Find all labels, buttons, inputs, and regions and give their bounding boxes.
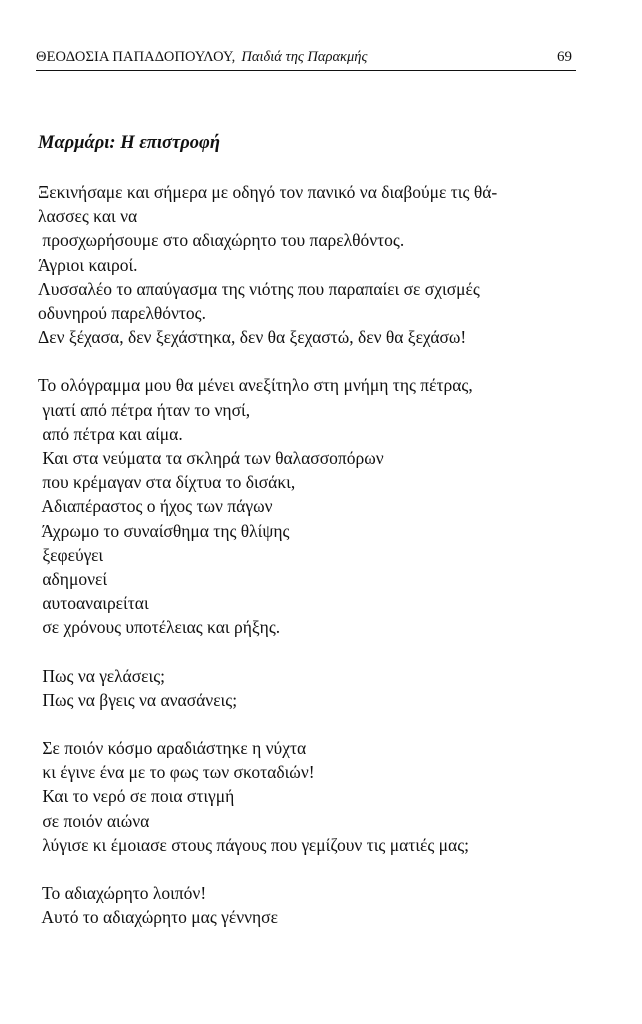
stanza-3 xyxy=(38,664,578,712)
poem-line: οδυνηρού παρελθόντος. xyxy=(38,303,206,324)
poem-line: λύγισε κι έμοιασε στους πάγους που γεμίζουν τις ματιές μας; xyxy=(38,834,469,855)
poem-line: Το αδιαχώρητο λοιπόν! xyxy=(38,883,207,904)
poem-line: που κρέμαγαν στα δίχτυα το δισάκι, xyxy=(38,472,296,493)
poem-line: λασσες και να xyxy=(38,206,138,227)
poem-line: γιατί από πέτρα ήταν το νησί, xyxy=(38,399,251,420)
poem-line: Άγριοι καιροί. xyxy=(38,254,138,275)
header-author: ΘΕΟΔΟΣΙΑ ΠΑΠΑΔΟΠΟΥΛΟΥ, xyxy=(36,49,236,65)
poem-line: Λυσσαλέο το απαύγασμα της νιότης που παραπαίει σε σχισμές xyxy=(38,278,480,299)
stanza-1 xyxy=(38,180,578,349)
page-number: 69 xyxy=(557,49,572,65)
poem-line: ξεφεύγει xyxy=(38,544,104,565)
poem-title: Μαρμάρι: Η επιστροφή xyxy=(38,133,220,153)
poem-line: προσχωρήσουμε στο αδιαχώρητο του παρελθόντος. xyxy=(38,230,405,251)
poem-line: από πέτρα και αίμα. xyxy=(38,423,183,444)
poem-line: Πως να βγεις να ανασάνεις; xyxy=(38,689,238,710)
poem-line: Αυτό το αδιαχώρητο μας γέννησε xyxy=(38,907,278,928)
poem-body xyxy=(38,180,578,953)
poem-line: σε ποιόν αιώνα xyxy=(38,810,150,831)
poem-line: Ξεκινήσαμε και σήμερα με οδηγό τον πανικό να διαβούμε τις θά- xyxy=(38,182,498,202)
stanza-5 xyxy=(38,881,578,929)
poem-line: Άχρωμο το συναίσθημα της θλίψης xyxy=(38,520,290,541)
stanza-2 xyxy=(38,373,578,639)
poem-line: Το ολόγραμμα μου θα μένει ανεξίτηλο στη μνήμη της πέτρας, xyxy=(38,375,473,396)
poem-line: Και στα νεύματα τα σκληρά των θαλασσοπόρων xyxy=(38,448,384,469)
poem-line: Πως να γελάσεις; xyxy=(38,665,166,686)
poem-line: αδημονεί xyxy=(38,569,108,590)
poem-line: Σε ποιόν κόσμο αραδιάστηκε η νύχτα xyxy=(38,738,307,759)
poem-line: Και το νερό σε ποια στιγμή xyxy=(38,786,235,807)
poem-line: αυτοαναιρείται xyxy=(38,593,149,614)
poem-line: σε χρόνους υποτέλειας και ρήξης. xyxy=(38,617,281,638)
running-header xyxy=(36,48,576,71)
poem-line: Αδιαπέραστος ο ήχος των πάγων xyxy=(38,496,273,517)
poem-line: Δεν ξέχασα, δεν ξεχάστηκα, δεν θα ξεχαστώ, δεν θα ξεχάσω! xyxy=(38,327,467,348)
stanza-4 xyxy=(38,736,578,857)
poem-line: κι έγινε ένα με το φως των σκοταδιών! xyxy=(38,762,315,783)
header-book-title: Παιδιά της Παρακμής xyxy=(241,49,368,65)
